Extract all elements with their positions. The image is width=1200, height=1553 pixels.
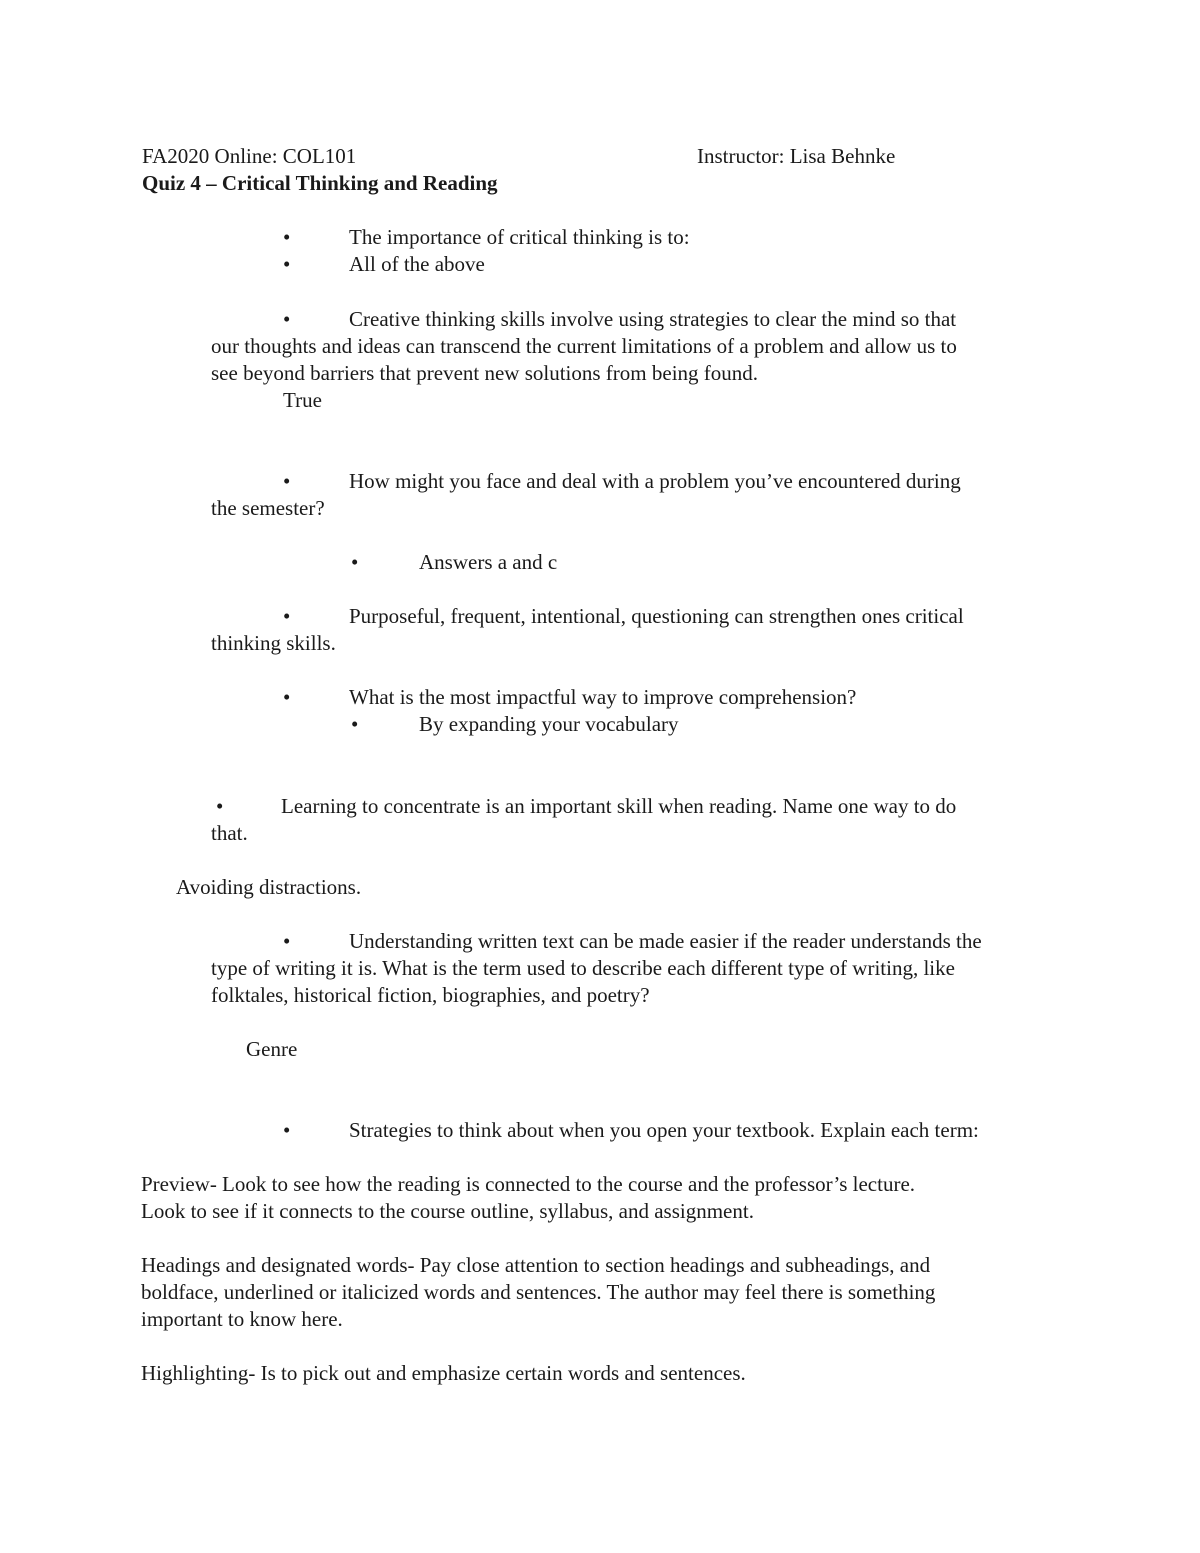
question-text: Creative thinking skills involve using strategies to clear the mind so that: [349, 307, 957, 331]
answer-text: By expanding your vocabulary: [419, 712, 679, 736]
answer-text: Genre: [246, 1037, 298, 1061]
term-headings: Headings and designated words- Pay close attention to section headings and subheadings, and: [141, 1253, 931, 1277]
answer-text: True: [283, 388, 322, 412]
question-text: type of writing it is. What is the term used to describe each different type of writing, like: [211, 956, 955, 980]
answer-text: Answers a and c: [419, 550, 558, 574]
question-text: thinking skills.: [211, 631, 336, 655]
question-text: the semester?: [211, 496, 325, 520]
bullet: •: [283, 225, 291, 249]
answer-text: All of the above: [349, 252, 485, 276]
term-headings: important to know here.: [141, 1307, 343, 1331]
bullet: •: [283, 252, 291, 276]
question-text: folktales, historical fiction, biographies, and poetry?: [211, 983, 650, 1007]
course-header: FA2020 Online: COL101: [142, 144, 357, 168]
question-text: see beyond barriers that prevent new solutions from being found.: [211, 361, 759, 385]
question-text: Understanding written text can be made easier if the reader understands the: [349, 929, 982, 953]
question-text: that.: [211, 821, 248, 845]
instructor-header: Instructor: Lisa Behnke: [697, 144, 896, 168]
question-text: Strategies to think about when you open your textbook. Explain each term:: [349, 1118, 979, 1142]
answer-text: Avoiding distractions.: [176, 875, 362, 899]
term-preview: Preview- Look to see how the reading is connected to the course and the professor’s lecture.: [141, 1172, 916, 1196]
question-text: our thoughts and ideas can transcend the current limitations of a problem and allow us to: [211, 334, 957, 358]
bullet: •: [283, 307, 291, 331]
bullet: •: [283, 685, 291, 709]
term-headings: boldface, underlined or italicized words and sentences. The author may feel there is something: [141, 1280, 936, 1304]
quiz-title: Quiz 4 – Critical Thinking and Reading: [142, 171, 498, 195]
bullet: •: [283, 929, 291, 953]
bullet: •: [283, 469, 291, 493]
bullet: •: [351, 550, 359, 574]
question-text: What is the most impactful way to improve comprehension?: [349, 685, 857, 709]
term-preview: Look to see if it connects to the course outline, syllabus, and assignment.: [141, 1199, 754, 1223]
bullet: •: [283, 604, 291, 628]
bullet: •: [351, 712, 359, 736]
question-text: How might you face and deal with a problem you’ve encountered during: [349, 469, 961, 493]
question-text: The importance of critical thinking is to:: [349, 225, 690, 249]
bullet: •: [216, 794, 224, 818]
question-text: Learning to concentrate is an important skill when reading. Name one way to do: [281, 794, 957, 818]
question-text: Purposeful, frequent, intentional, questioning can strengthen ones critical: [349, 604, 964, 628]
term-highlighting: Highlighting- Is to pick out and emphasize certain words and sentences.: [141, 1361, 746, 1385]
bullet: •: [283, 1118, 291, 1142]
